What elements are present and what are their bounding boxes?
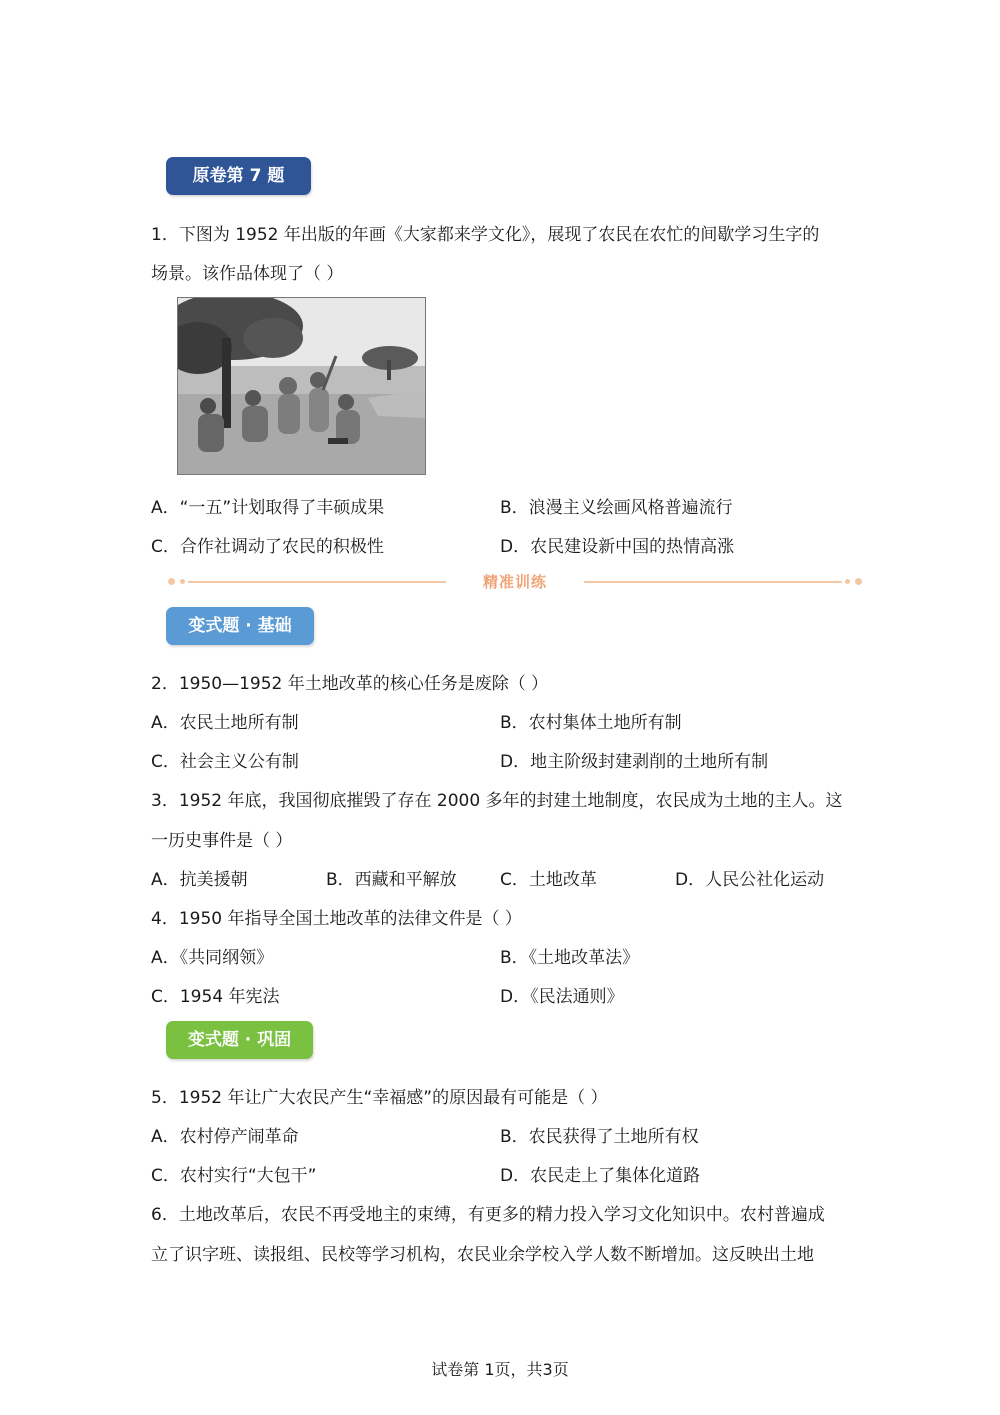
divider-title: 精准训练 <box>482 573 547 591</box>
variant-basic-tag: 变式题 · 基础 <box>166 607 314 645</box>
q5-option-a[interactable]: A．农村停产闹革命 <box>151 1127 299 1147</box>
q3-stem-line2: 一历史事件是（ ） <box>151 831 293 851</box>
painting-illustration <box>178 298 425 474</box>
divider-line-left <box>188 581 446 583</box>
q1-stem-line2: 场景。该作品体现了（ ） <box>151 264 344 284</box>
source-question-tag: 原卷第 7 题 <box>166 157 311 195</box>
q3-option-d[interactable]: D．人民公社化运动 <box>675 870 825 890</box>
q4-option-c[interactable]: C．1954 年宪法 <box>151 987 280 1007</box>
q4-option-d[interactable]: D．《民法通则》 <box>500 987 624 1007</box>
q1-option-a[interactable]: A．“一五”计划取得了丰硕成果 <box>151 498 385 518</box>
q6-stem-line2: 立了识字班、读报组、民校等学习机构，农民业余学校入学人数不断增加。这反映出土地 <box>151 1245 814 1265</box>
painting-image <box>177 297 426 475</box>
q3-option-c[interactable]: C．土地改革 <box>500 870 597 890</box>
q5-option-d[interactable]: D．农民走上了集体化道路 <box>500 1166 701 1186</box>
q3-stem-line1: 3．1952 年底，我国彻底摧毁了存在 2000 多年的封建土地制度，农民成为土地的主人。这 <box>151 791 843 811</box>
divider-dot-left-2 <box>180 579 185 584</box>
q1-stem-line1: 1．下图为 1952 年出版的年画《大家都来学文化》，展现了农民在农忙的间歇学习生字的 <box>151 225 820 245</box>
q5-option-b[interactable]: B．农民获得了土地所有权 <box>500 1127 699 1147</box>
q1-option-d[interactable]: D．农民建设新中国的热情高涨 <box>500 537 735 557</box>
q3-option-b[interactable]: B．西藏和平解放 <box>326 870 457 890</box>
q1-option-b[interactable]: B．浪漫主义绘画风格普遍流行 <box>500 498 733 518</box>
q2-option-d[interactable]: D．地主阶级封建剥削的土地所有制 <box>500 752 769 772</box>
q3-option-a[interactable]: A．抗美援朝 <box>151 870 248 890</box>
section-divider <box>168 572 862 592</box>
q4-option-b[interactable]: B．《土地改革法》 <box>500 948 640 968</box>
variant-consolidate-tag: 变式题 · 巩固 <box>166 1021 313 1059</box>
page-footer: 试卷第 1页，共3页 <box>431 1360 569 1379</box>
divider-dot-right <box>855 578 862 585</box>
divider-line-right <box>584 581 842 583</box>
q5-stem: 5．1952 年让广大农民产生“幸福感”的原因最有可能是（ ） <box>151 1088 608 1108</box>
divider-dot-right-2 <box>845 579 850 584</box>
q2-option-a[interactable]: A．农民土地所有制 <box>151 713 299 733</box>
q4-option-a[interactable]: A．《共同纲领》 <box>151 948 274 968</box>
q4-stem: 4．1950 年指导全国土地改革的法律文件是（ ） <box>151 909 522 929</box>
q6-stem-line1: 6．土地改革后，农民不再受地主的束缚，有更多的精力投入学习文化知识中。农村普遍成 <box>151 1205 825 1225</box>
q2-option-b[interactable]: B．农村集体土地所有制 <box>500 713 682 733</box>
q2-stem: 2．1950—1952 年土地改革的核心任务是废除（ ） <box>151 674 549 694</box>
q1-option-c[interactable]: C．合作社调动了农民的积极性 <box>151 537 384 557</box>
q2-option-c[interactable]: C．社会主义公有制 <box>151 752 299 772</box>
divider-dot-left <box>168 578 175 585</box>
q5-option-c[interactable]: C．农村实行“大包干” <box>151 1166 317 1186</box>
